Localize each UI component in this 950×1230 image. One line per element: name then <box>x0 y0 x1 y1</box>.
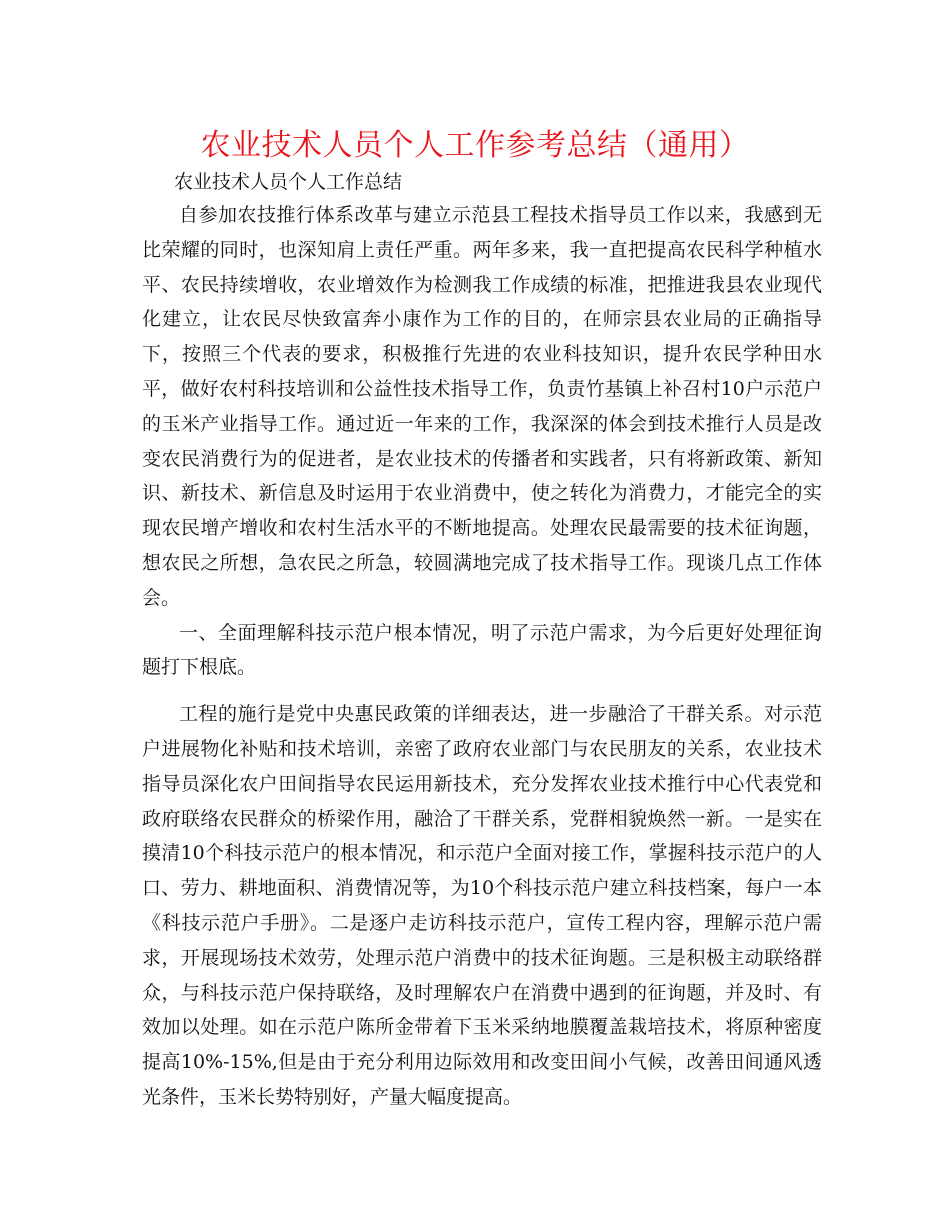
document-body <box>142 166 822 1115</box>
paragraph-intro: 自参加农技推行体系改革与建立示范县工程技术指导员工作以来，我感到无比荣耀的同时，也深知肩上责任严重。两年多来，我一直把提高农民科学种植水平、农民持续增收，农业增效作为检测我工作成绩的标准，把推进我县农业现代化建立，让农民尽快致富奔小康作为工作的目的，在师宗县农业局的正确指导下，按照三个代表的要求，积极推行先进的农业科技知识，提升农民学种田水平，做好农村科技培训和公益性技术指导工作，负责竹基镇上补召村10户示范户的玉米产业指导工作。通过近一年来的工作，我深深的体会到技术推行人员是改变农民消费行为的促进者，是农业技术的传播者和实践者，只有将新政策、新知识、新技术、新信息及时运用于农业消费中，使之转化为消费力，才能完全的实现农民增产增收和农村生活水平的不断地提高。处理农民最需要的技术征询题，想农民之所想，急农民之所急，较圆满地完成了技术指导工作。现谈几点工作体会。 <box>142 204 822 609</box>
paragraph-section-heading: 一、全面理解科技示范户根本情况，明了示范户需求，为今后更好处理征询题打下根底。 <box>142 621 822 679</box>
paragraph-project-details: 工程的施行是党中央惠民政策的详细表达，进一步融洽了干群关系。对示范户进展物化补贴和技术培训，亲密了政府农业部门与农民朋友的关系，农业技术指导员深化农户田间指导农民运用新技术，充分发挥农业技术推行中心代表党和政府联络农民群众的桥梁作用，融洽了干群关系，党群相貌焕然一新。一是实在摸清10个科技示范户的根本情况，和示范户全面对接工作，掌握科技示范户的人口、劳力、耕地面积、消费情况等，为10个科技示范户建立科技档案，每户一本《科技示范户手册》。二是逐户走访科技示范户，宣传工程内容，理解示范户需求，开展现场技术效劳，处理示范户消费中的技术征询题。三是积极主动联络群众，与科技示范户保持联络，及时理解农户在消费中遇到的征询题，并及时、有效加以处理。如在示范户陈所金带着下玉米采纳地膜覆盖栽培技术，将原种密度提高10%-15%,但是由于充分利用边际效用和改变田间小气候，改善田间通风透光条件，玉米长势特别好，产量大幅度提高。 <box>142 703 822 1108</box>
document-subtitle: 农业技术人员个人工作总结 <box>174 171 403 193</box>
document-title: 农业技术人员个人工作参考总结（通用） <box>200 128 750 163</box>
